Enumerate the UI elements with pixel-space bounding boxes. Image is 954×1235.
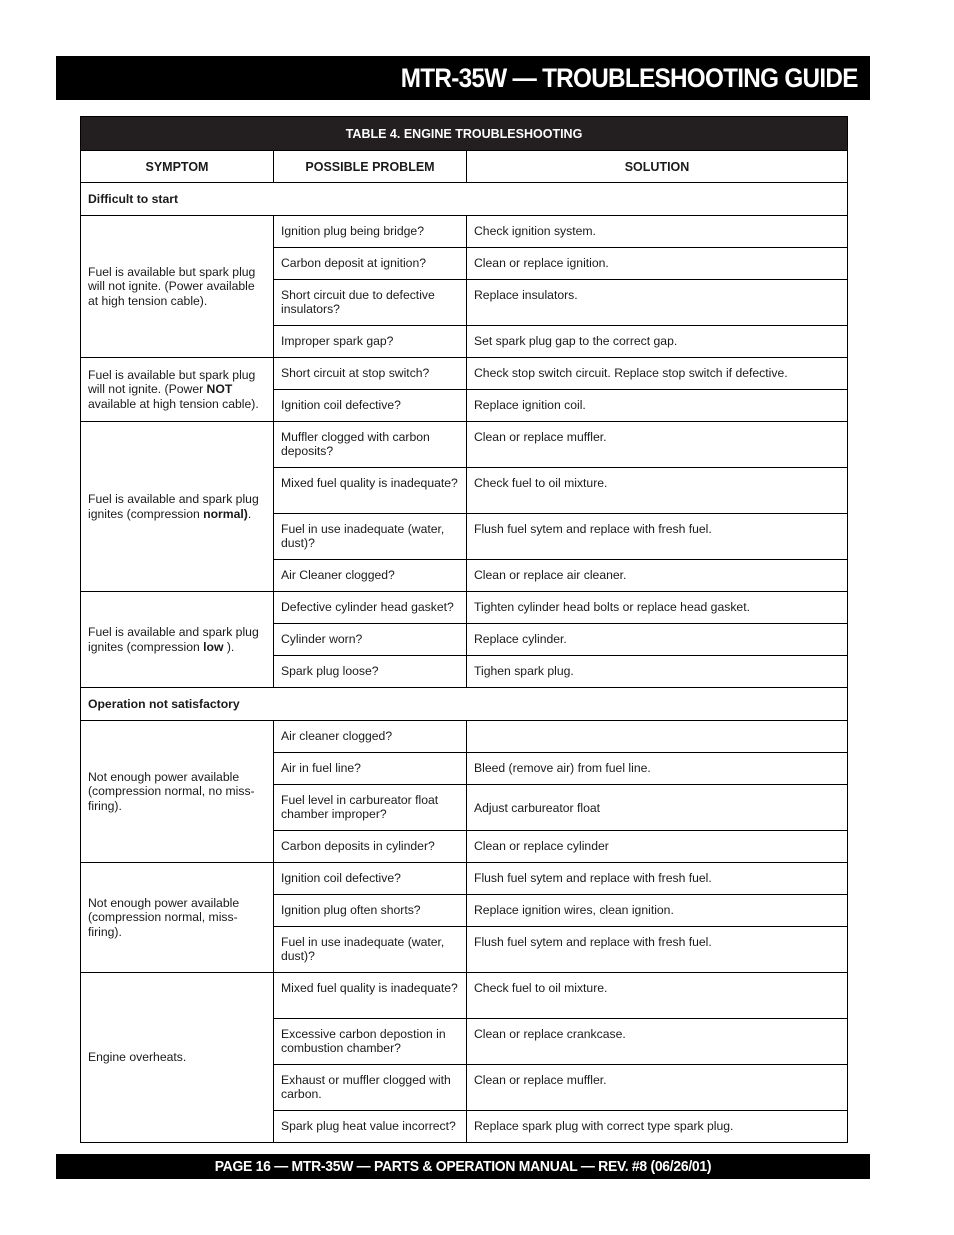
problem-cell: Air cleaner clogged? [274, 721, 467, 753]
page-title-bar [56, 56, 870, 100]
table-row [81, 216, 848, 248]
problem-cell: Ignition coil defective? [274, 863, 467, 895]
symptom-header: SYMPTOM [81, 151, 274, 183]
solution-cell: Check ignition system. [467, 216, 848, 248]
problem-cell: Exhaust or muffler clogged with carbon. [274, 1065, 467, 1111]
problem-cell: Short circuit due to defective insulators? [274, 280, 467, 326]
solution-cell: Check fuel to oil mixture. [467, 973, 848, 1019]
problem-cell: Mixed fuel quality is inadequate? [274, 468, 467, 514]
section-row [81, 183, 848, 216]
symptom-cell: Not enough power available (compression normal, miss-firing). [81, 863, 274, 973]
problem-cell: Short circuit at stop switch? [274, 358, 467, 390]
problem-cell: Fuel in use inadequate (water, dust)? [274, 514, 467, 560]
solution-cell: Clean or replace muffler. [467, 1065, 848, 1111]
symptom-cell: Engine overheats. [81, 973, 274, 1143]
problem-cell: Mixed fuel quality is inadequate? [274, 973, 467, 1019]
problem-cell: Fuel level in carbureator float chamber improper? [274, 785, 467, 831]
table-row [81, 973, 848, 1019]
problem-cell: Muffler clogged with carbon deposits? [274, 422, 467, 468]
problem-cell: Spark plug heat value incorrect? [274, 1111, 467, 1143]
problem-cell: Defective cylinder head gasket? [274, 592, 467, 624]
symptom-cell: Fuel is available but spark plug will not ignite. (Power available at high tension cable). [81, 216, 274, 358]
section-title: Difficult to start [81, 183, 848, 216]
solution-cell: Set spark plug gap to the correct gap. [467, 326, 848, 358]
solution-cell: Tighten cylinder head bolts or replace head gasket. [467, 592, 848, 624]
solution-cell: Replace spark plug with correct type spark plug. [467, 1111, 848, 1143]
solution-cell: Bleed (remove air) from fuel line. [467, 753, 848, 785]
solution-cell: Clean or replace cylinder [467, 831, 848, 863]
solution-cell: Check stop switch circuit. Replace stop switch if defective. [467, 358, 848, 390]
table-row [81, 592, 848, 624]
table-row [81, 721, 848, 753]
page-title: MTR-35W — TROUBLESHOOTING GUIDE [401, 62, 858, 93]
solution-cell: Clean or replace crankcase. [467, 1019, 848, 1065]
table-header-row [81, 151, 848, 183]
solution-cell: Tighen spark plug. [467, 656, 848, 688]
solution-cell: Flush fuel sytem and replace with fresh fuel. [467, 863, 848, 895]
symptom-cell: Not enough power available (compression normal, no miss-firing). [81, 721, 274, 863]
solution-cell: Replace cylinder. [467, 624, 848, 656]
symptom-cell: Fuel is available and spark plug ignites (compression low ). [81, 592, 274, 688]
solution-cell: Clean or replace ignition. [467, 248, 848, 280]
solution-cell: Clean or replace air cleaner. [467, 560, 848, 592]
solution-cell: Replace ignition wires, clean ignition. [467, 895, 848, 927]
symptom-cell: Fuel is available and spark plug ignites (compression normal). [81, 422, 274, 592]
problem-cell: Ignition coil defective? [274, 390, 467, 422]
solution-cell [467, 721, 848, 753]
table-row [81, 863, 848, 895]
solution-cell: Flush fuel sytem and replace with fresh fuel. [467, 514, 848, 560]
problem-cell: Air Cleaner clogged? [274, 560, 467, 592]
problem-cell: Excessive carbon depostion in combustion chamber? [274, 1019, 467, 1065]
problem-cell: Ignition plug often shorts? [274, 895, 467, 927]
table-caption-row [81, 117, 848, 151]
table-caption: TABLE 4. ENGINE TROUBLESHOOTING [81, 117, 848, 151]
problem-cell: Fuel in use inadequate (water, dust)? [274, 927, 467, 973]
problem-cell: Improper spark gap? [274, 326, 467, 358]
table-row [81, 422, 848, 468]
table-row [81, 358, 848, 390]
problem-cell: Carbon deposits in cylinder? [274, 831, 467, 863]
solution-cell: Replace ignition coil. [467, 390, 848, 422]
page-footer: PAGE 16 — MTR-35W — PARTS & OPERATION MANUAL — REV. #8 (06/26/01) [214, 1158, 712, 1175]
symptom-cell: Fuel is available but spark plug will not ignite. (Power NOT available at high tension cable). [81, 358, 274, 422]
problem-cell: Cylinder worn? [274, 624, 467, 656]
solution-cell: Clean or replace muffler. [467, 422, 848, 468]
section-row [81, 688, 848, 721]
solution-cell: Check fuel to oil mixture. [467, 468, 848, 514]
solution-header: SOLUTION [467, 151, 848, 183]
section-title: Operation not satisfactory [81, 688, 848, 721]
problem-cell: Carbon deposit at ignition? [274, 248, 467, 280]
problem-cell: Air in fuel line? [274, 753, 467, 785]
engine-troubleshooting-table [80, 116, 848, 1143]
problem-cell: Spark plug loose? [274, 656, 467, 688]
solution-cell: Adjust carbureator float [467, 785, 848, 831]
solution-cell: Replace insulators. [467, 280, 848, 326]
problem-cell: Ignition plug being bridge? [274, 216, 467, 248]
page-footer-bar [56, 1154, 870, 1179]
problem-header: POSSIBLE PROBLEM [274, 151, 467, 183]
solution-cell: Flush fuel sytem and replace with fresh fuel. [467, 927, 848, 973]
